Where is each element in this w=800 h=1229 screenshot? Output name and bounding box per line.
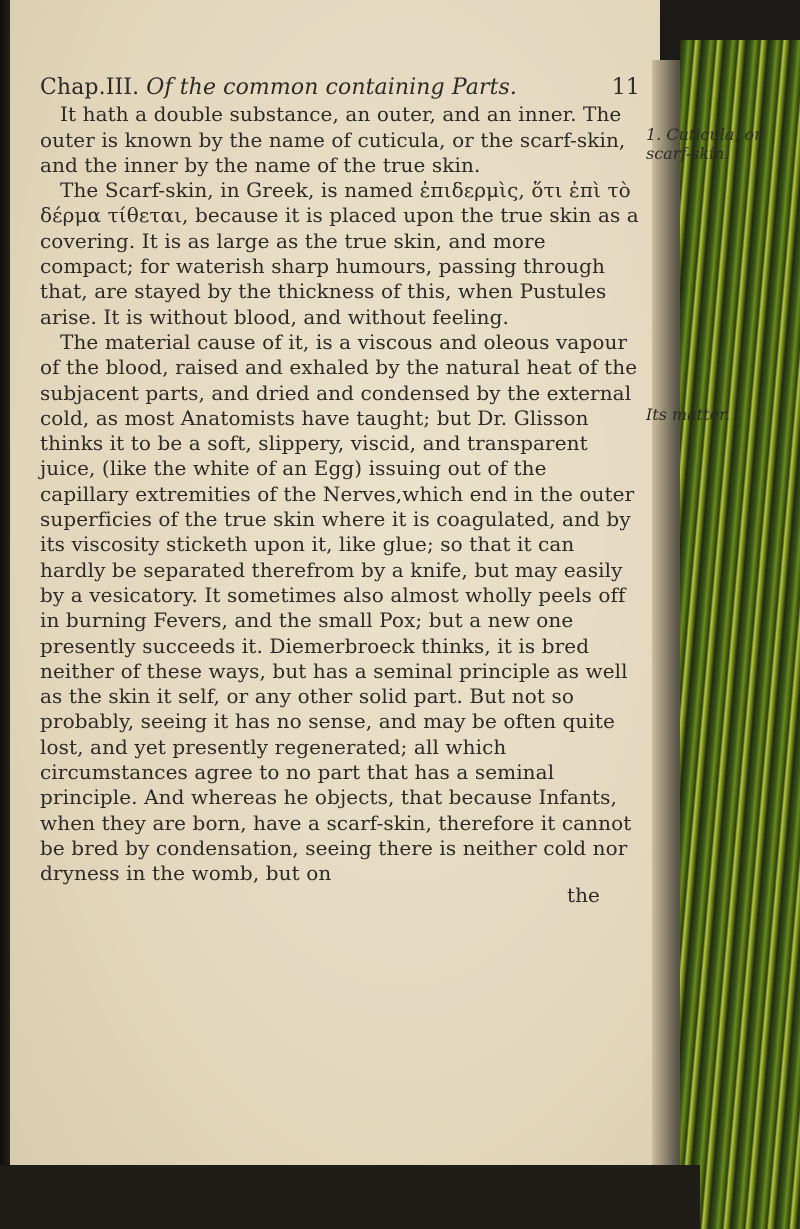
chapter-label: Chap.III. [40,75,140,100]
running-header [40,75,640,100]
page-number: 11 [611,75,640,100]
background-foliage [680,40,800,1229]
page-text [40,75,640,908]
catchword: the [566,882,600,907]
margin-note-cuticula: 1. Cuticula, or scarf-skin. [646,125,762,163]
chapter-title: Of the common containing Parts. [146,75,518,100]
paragraph-3: The material cause of it, is a viscous and oleous vapour of the blood, raised and exhaled by the natural heat of the subjacent parts, and dried and condensed by the external cold, as most Anatomists have taught; but Dr. Glisson thinks it to be a soft, slippery, viscid, and transparent juice, (like the white of an Egg) issuing out of the capillary extremities of the Nerves,which end in the outer superficies of the true skin where it is coagulated, and by its viscosity sticketh upon it, like glue; so that it can hardly be separated therefrom by a knife, but may easily by a vesicatory. It sometimes also almost wholly peels off in burning Fevers, and the small Pox; but a new one presently succeeds it. Diemerbroeck thinks, it is bred neither of these ways, but has a seminal principle as well as the skin it self, or any other solid part. But not so probably, seeing it has no sense, and may be often quite lost, and yet presently regenerated; all which circumstances agree to no part that has a seminal principle. And whereas he objects, that because Infants, when they are born, have a scarf-skin, therefore it cannot be bred by condensation, seeing there is neither cold nor dryness in the womb, but on [40,329,638,886]
margin-note-matter: Its matter. [646,405,731,424]
paragraph-1: It hath a double substance, an outer, and an inner. The outer is known by the name of cuticula, or the scarf-skin, and the inner by the name of the true skin. [40,102,626,177]
paragraph-2: The Scarf-skin, in Greek, is named ἐπιδερμὶς, ὅτι ἐπὶ τὸ δέρμα τίθεται, because it is placed upon the true skin as a covering. It is as large as the true skin, and more compact; for waterish sharp humours, passing through that, are stayed by the thickness of this, when Pustules arise. It is without blood, and without feeling. [40,178,639,329]
bottom-shadow [0,1165,700,1229]
